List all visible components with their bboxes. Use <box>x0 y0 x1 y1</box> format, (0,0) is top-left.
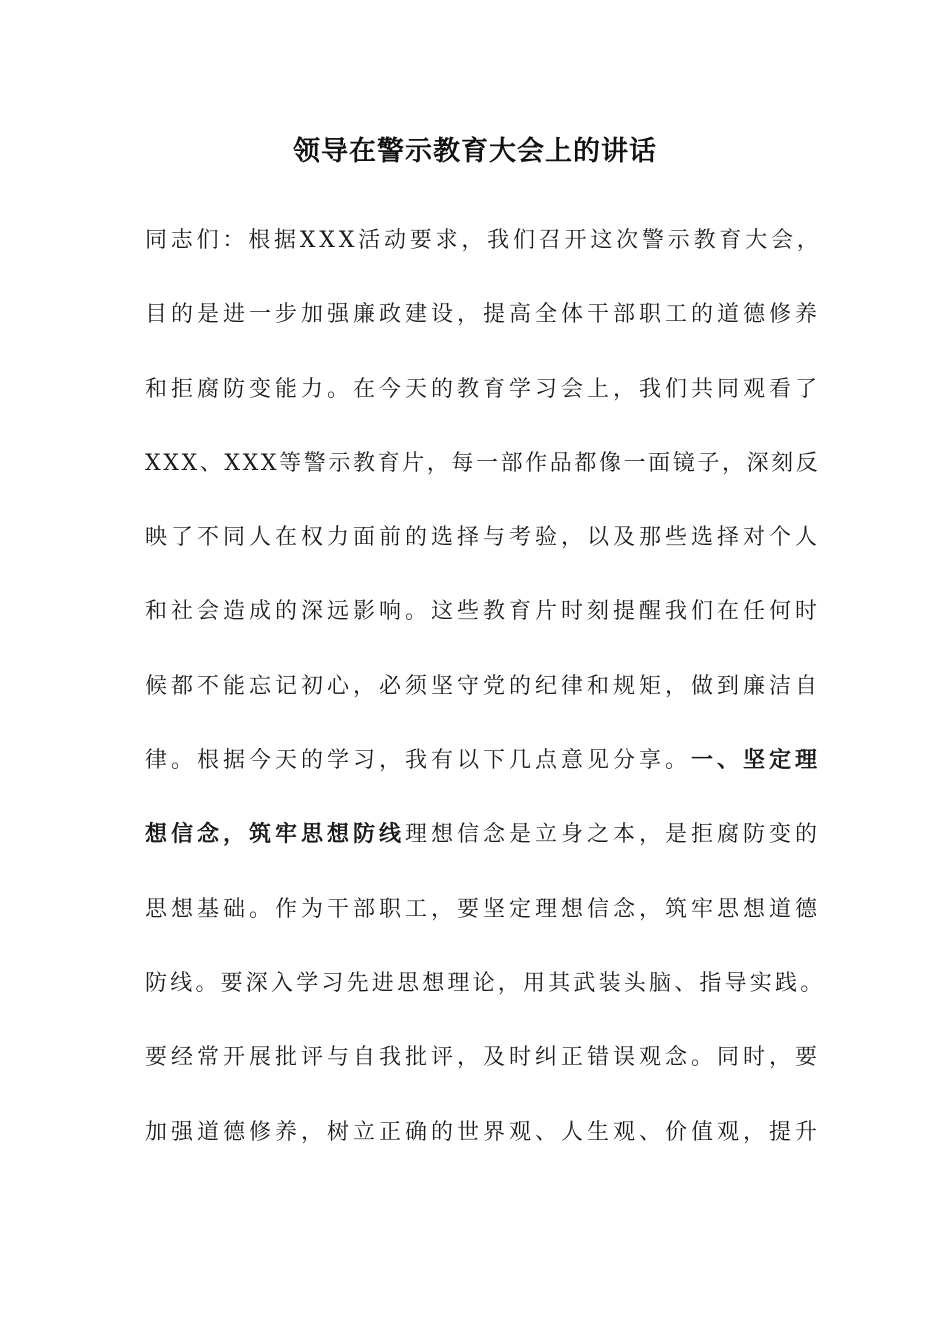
document-title: 领导在警示教育大会上的讲话 <box>293 136 657 167</box>
body-line-9 <box>145 810 825 884</box>
body-line-10: 思想基础。作为干部职工，要坚定理想信念，筑牢思想道德 <box>145 896 822 922</box>
body-line-12: 要经常开展批评与自我批评，及时纠正错误观念。同时，要 <box>145 1045 822 1071</box>
body-line-4: XXX、XXX等警示教育片，每一部作品都像一面镜子，深刻反 <box>145 450 821 476</box>
body-line-11: 防线。要深入学习先进思想理论，用其武装头脑、指导实践。 <box>145 970 826 996</box>
body-line-3: 和拒腐防变能力。在今天的教育学习会上，我们共同观看了 <box>145 376 822 402</box>
document-body <box>145 216 825 1182</box>
body-line-1: 同志们：根据XXX活动要求，我们召开这次警示教育大会， <box>145 228 823 253</box>
body-line-13: 加强道德修养，树立正确的世界观、人生观、价值观，提升 <box>145 1119 822 1145</box>
body-line-2: 目的是进一步加强廉政建设，提高全体干部职工的道德修养 <box>145 302 822 328</box>
body-line-5: 映了不同人在权力面前的选择与考验，以及那些选择对个人 <box>145 525 822 551</box>
section-heading-end: 想信念，筑牢思想防线 <box>145 822 406 848</box>
body-line-8-text: 律。根据今天的学习，我有以下几点意见分享。 <box>145 748 692 774</box>
body-line-7: 候都不能忘记初心，必须坚守党的纪律和规矩，做到廉洁自 <box>145 673 822 699</box>
body-line-6: 和社会造成的深远影响。这些教育片时刻提醒我们在任何时 <box>145 599 822 625</box>
section-heading-start: 一、坚定理 <box>691 748 822 774</box>
body-line-8 <box>145 736 825 810</box>
body-line-9-text: 理想信念是立身之本，是拒腐防变的 <box>405 822 822 848</box>
